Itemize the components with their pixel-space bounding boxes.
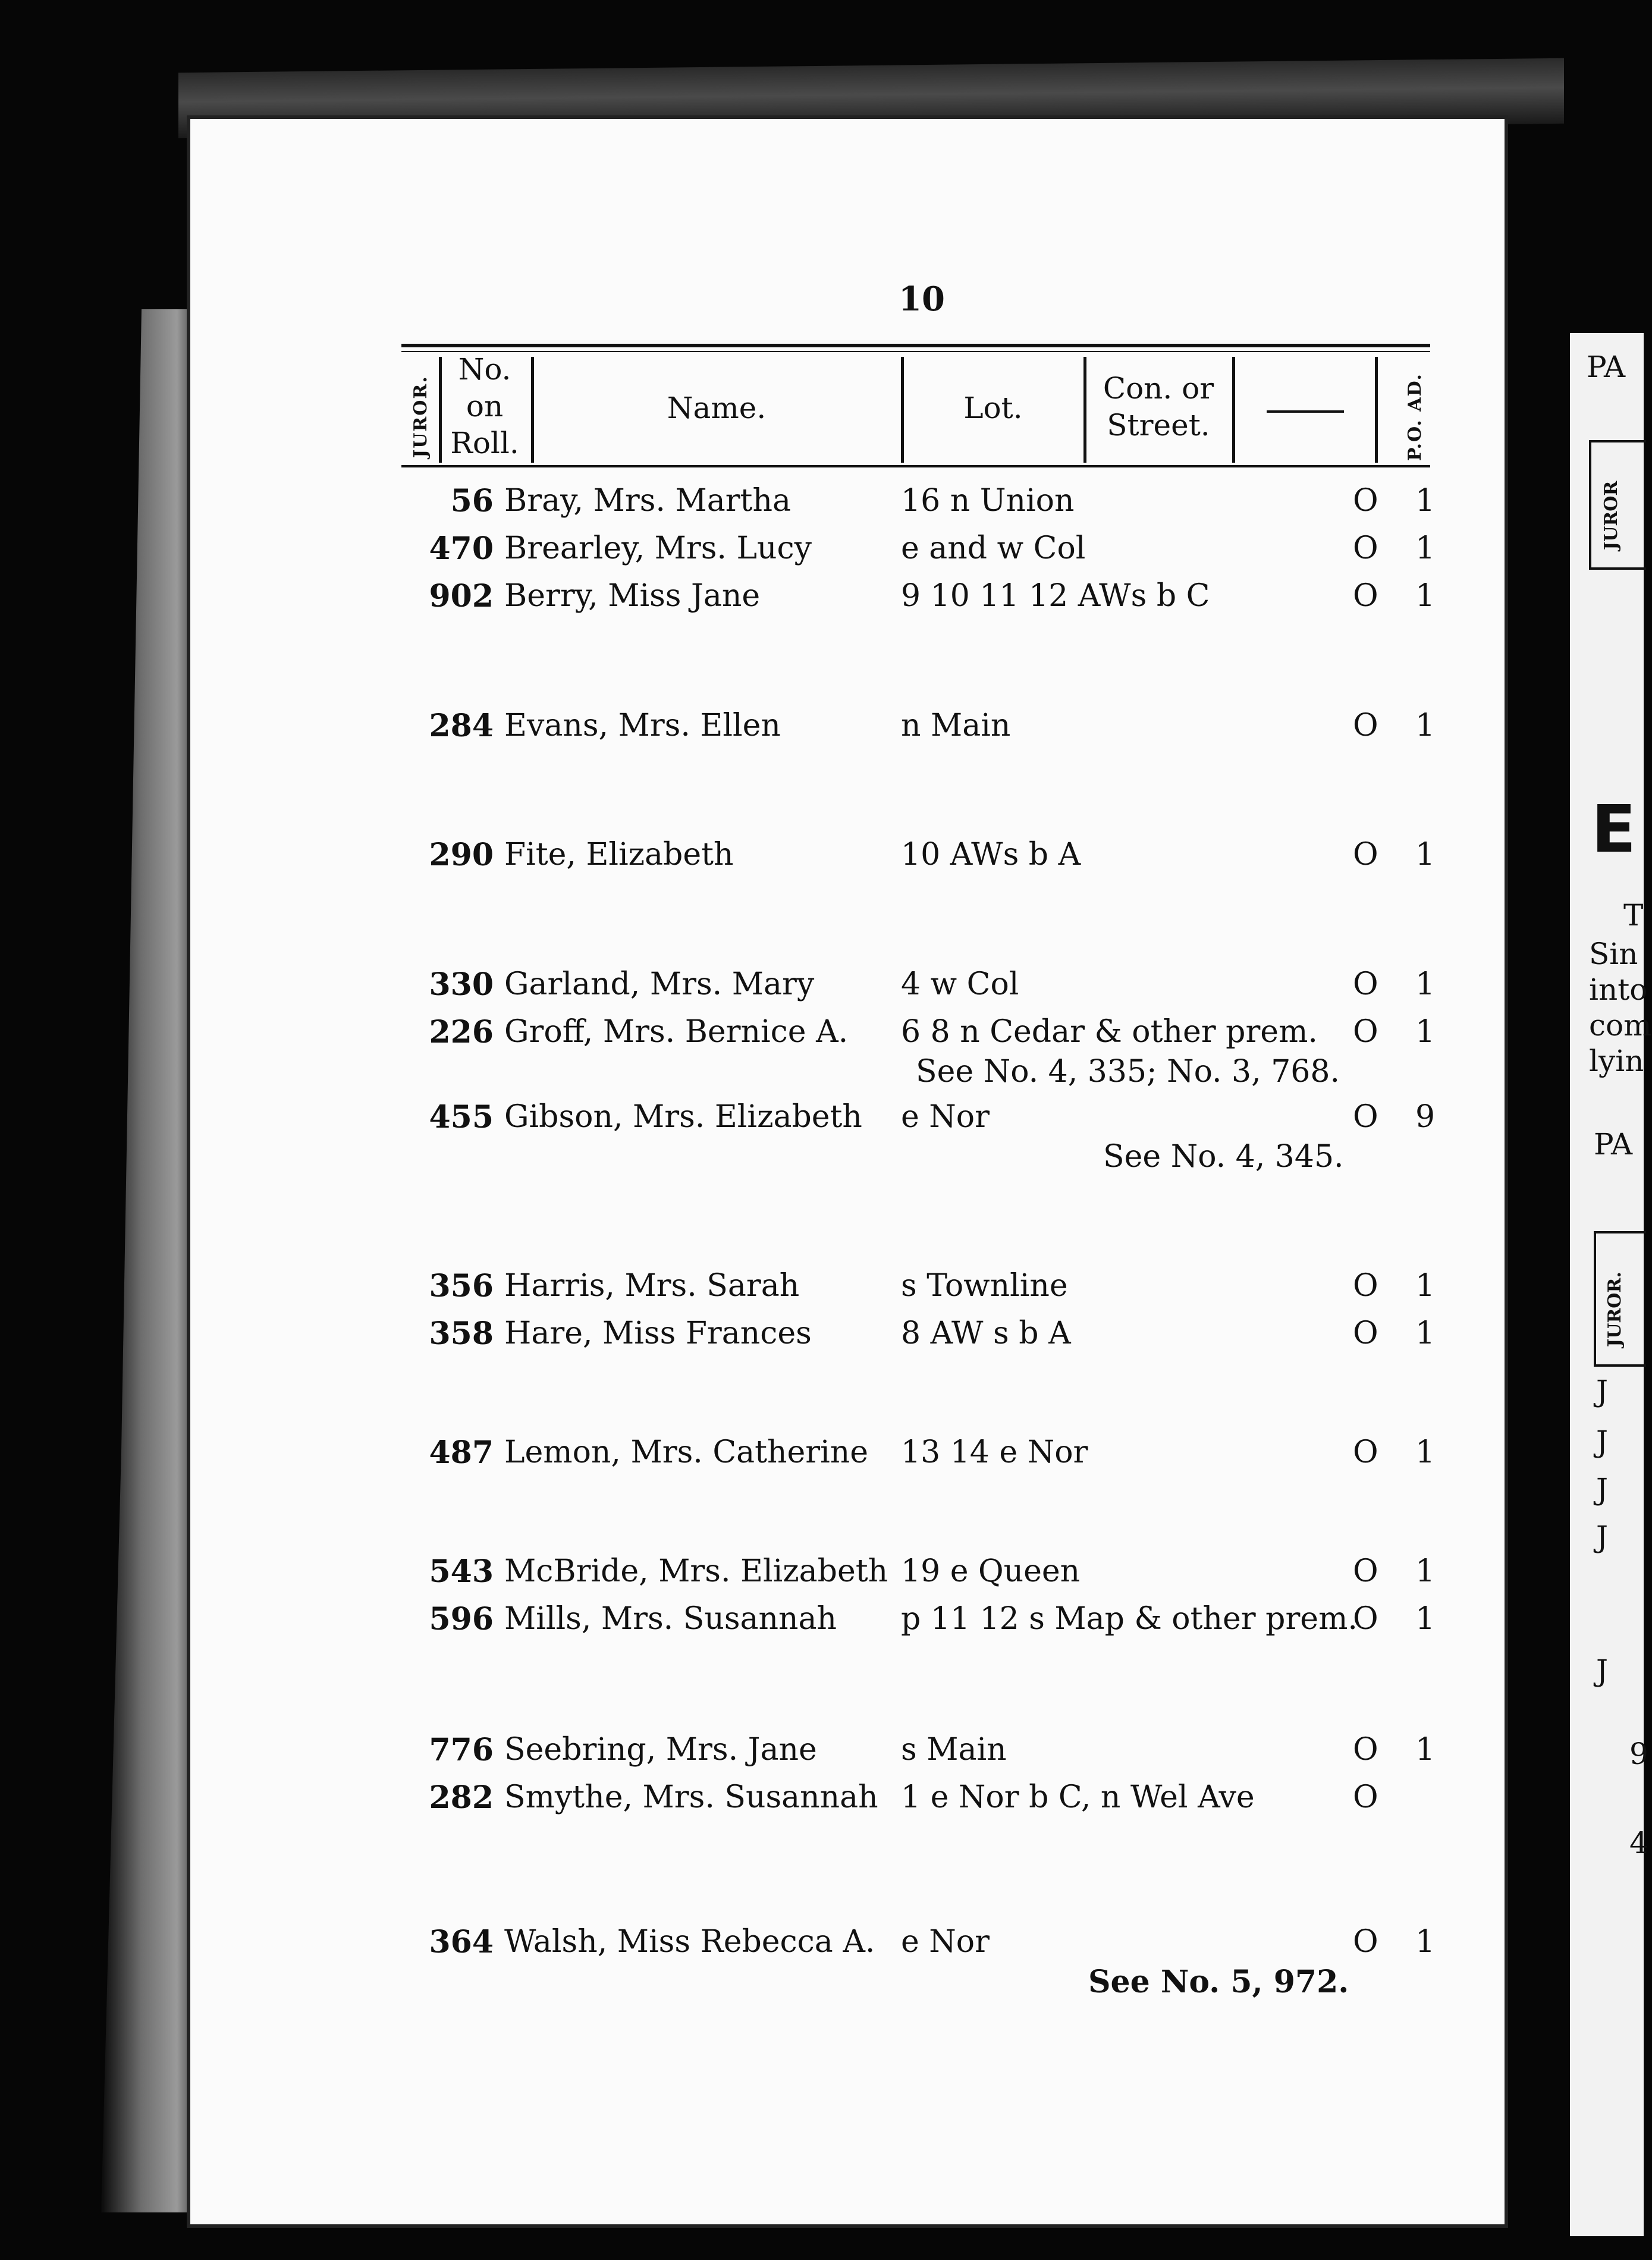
facing-page-text: J: [1596, 1424, 1609, 1459]
table-row: [0, 1268, 1644, 1310]
facing-page-text: Sin: [1589, 937, 1638, 971]
po-address: 1: [1415, 708, 1436, 743]
facing-page-text: J: [1596, 1374, 1609, 1408]
lot: p 11 12 s Map & other prem.: [901, 1601, 1358, 1637]
header-con-or-street: [1087, 370, 1230, 444]
roll-number: 226: [429, 1014, 494, 1050]
occupancy: O: [1353, 966, 1378, 1002]
roll-number: 282: [429, 1779, 494, 1816]
table-row: [0, 1779, 1644, 1821]
table-row: [0, 966, 1644, 1008]
po-address: 1: [1415, 1601, 1436, 1637]
lot: 13 14 e Nor: [901, 1435, 1088, 1470]
occupancy: O: [1353, 1601, 1378, 1637]
juror-name: Garland, Mrs. Mary: [504, 966, 815, 1002]
facing-page-text: J: [1596, 1520, 1609, 1554]
juror-name: Berry, Miss Jane: [504, 578, 761, 614]
header-juror: JUROR.: [410, 375, 431, 458]
table-row: [0, 1099, 1644, 1141]
occupancy: O: [1353, 1732, 1378, 1768]
cross-reference-note: See No. 4, 345.: [1103, 1139, 1344, 1175]
occupancy: O: [1353, 1268, 1378, 1304]
roll-number: 487: [429, 1435, 494, 1471]
roll-number: 776: [429, 1732, 494, 1768]
page-number: 10: [899, 280, 945, 319]
facing-page-juror-header: JUROR.: [1604, 1272, 1625, 1347]
header-po-ad: P.O. AD.: [1405, 373, 1425, 461]
roll-number: 358: [429, 1316, 494, 1352]
po-address: 1: [1415, 966, 1436, 1002]
facing-page-text: 4: [1629, 1826, 1648, 1860]
occupancy: O: [1353, 578, 1378, 614]
occupancy: O: [1353, 531, 1378, 566]
po-address: 1: [1415, 1268, 1436, 1304]
po-address: 1: [1415, 1553, 1436, 1589]
occupancy: O: [1353, 1779, 1378, 1815]
lot: 8 AW s b A: [901, 1316, 1071, 1351]
juror-name: Mills, Mrs. Susannah: [504, 1601, 837, 1637]
column-divider: [1232, 357, 1235, 463]
header-no: No.: [458, 352, 511, 387]
occupancy: O: [1353, 1014, 1378, 1050]
po-address: 1: [1415, 578, 1436, 614]
juror-name: Walsh, Miss Rebecca A.: [504, 1924, 875, 1960]
roll-number: 290: [429, 837, 494, 873]
occupancy: O: [1353, 483, 1378, 519]
cross-reference-note: See No. 4, 335; No. 3, 768.: [916, 1054, 1340, 1090]
header-roll: Roll.: [450, 426, 519, 460]
lot: e Nor: [901, 1924, 990, 1960]
facing-page-text: lyin: [1589, 1044, 1644, 1078]
roll-number: 902: [429, 578, 494, 614]
lot: 10 AWs b A: [901, 837, 1081, 872]
lot: 1 e Nor b C, n Wel Ave: [901, 1779, 1255, 1815]
facing-page-juror-header: JUROR: [1601, 481, 1622, 550]
facing-page-heading: PA: [1594, 1127, 1633, 1162]
po-address: 1: [1415, 837, 1436, 872]
occupancy: O: [1353, 1316, 1378, 1351]
header-rule-bottom: [401, 465, 1430, 467]
lot: 16 n Union: [901, 483, 1075, 519]
header-con-or: Con. or: [1103, 371, 1214, 406]
juror-name: Lemon, Mrs. Catherine: [504, 1435, 869, 1470]
table-row: [0, 1924, 1644, 1966]
juror-name: Brearley, Mrs. Lucy: [504, 531, 812, 566]
facing-page-text: J: [1596, 1653, 1609, 1688]
column-divider: [1375, 357, 1378, 463]
table-row: [0, 1601, 1644, 1643]
table-row: [0, 1014, 1644, 1056]
roll-number: 455: [429, 1099, 494, 1135]
header-rule-top: [401, 344, 1430, 347]
juror-name: Evans, Mrs. Ellen: [504, 708, 781, 743]
lot: e and w Col: [901, 531, 1086, 566]
table-row: [0, 708, 1644, 749]
po-address: 1: [1415, 1924, 1436, 1960]
roll-number: 330: [429, 966, 494, 1003]
juror-name: Bray, Mrs. Martha: [504, 483, 791, 519]
header-lot: Lot.: [963, 391, 1023, 425]
po-address: 1: [1415, 531, 1436, 566]
roll-number: 364: [429, 1924, 494, 1960]
occupancy: O: [1353, 1435, 1378, 1470]
roll-number: 284: [429, 708, 494, 744]
juror-name: Fite, Elizabeth: [504, 837, 734, 872]
table-row: [0, 837, 1644, 878]
po-address: 9: [1415, 1099, 1436, 1135]
juror-name: McBride, Mrs. Elizabeth: [504, 1553, 888, 1589]
header-rule-top-thin: [401, 351, 1430, 352]
facing-page-text: com: [1589, 1008, 1652, 1043]
roll-number: 470: [429, 531, 494, 567]
po-address: 1: [1415, 1435, 1436, 1470]
roll-number: 56: [450, 483, 494, 519]
po-address: 1: [1415, 1014, 1436, 1050]
roll-number: 356: [429, 1268, 494, 1304]
facing-page-text: J: [1596, 1472, 1609, 1506]
lot: 6 8 n Cedar & other prem.: [901, 1014, 1318, 1050]
po-address: 1: [1415, 483, 1436, 519]
po-address: 1: [1415, 1316, 1436, 1351]
table-row: [0, 1553, 1644, 1595]
header-name: Name.: [667, 391, 767, 425]
facing-page-initial: E: [1591, 791, 1637, 867]
facing-page-text: 9: [1629, 1737, 1648, 1771]
juror-name: Harris, Mrs. Sarah: [504, 1268, 800, 1304]
facing-page-text: T: [1623, 898, 1644, 933]
occupancy: O: [1353, 1553, 1378, 1589]
lot: s Townline: [901, 1268, 1068, 1304]
roll-number: 596: [429, 1601, 494, 1637]
lot: 4 w Col: [901, 966, 1019, 1002]
lot: e Nor: [901, 1099, 990, 1135]
occupancy: O: [1353, 837, 1378, 872]
header-on: on: [466, 389, 504, 423]
column-divider: [1083, 357, 1086, 463]
table-row: [0, 1435, 1644, 1476]
occupancy: O: [1353, 1924, 1378, 1960]
facing-page-heading: PA: [1587, 350, 1626, 384]
cross-reference-note: See No. 5, 972.: [1088, 1964, 1349, 2000]
table-row: [0, 483, 1644, 525]
table-row: [0, 578, 1644, 620]
juror-name: Hare, Miss Frances: [504, 1316, 812, 1351]
header-no-on-roll: [440, 351, 529, 462]
lot: 9 10 11 12 AWs b C: [901, 578, 1210, 614]
occupancy: O: [1353, 708, 1378, 743]
table-row: [0, 531, 1644, 572]
juror-name: Gibson, Mrs. Elizabeth: [504, 1099, 862, 1135]
column-divider: [531, 357, 534, 463]
header-street: Street.: [1107, 408, 1210, 442]
occupancy: O: [1353, 1099, 1378, 1135]
lot: s Main: [901, 1732, 1007, 1768]
table-row: [0, 1316, 1644, 1357]
facing-page-text: into: [1589, 972, 1648, 1007]
header-blank-dash: [1267, 410, 1344, 413]
juror-name: Smythe, Mrs. Susannah: [504, 1779, 878, 1815]
table-row: [0, 1732, 1644, 1774]
lot: 19 e Queen: [901, 1553, 1081, 1589]
po-address: 1: [1415, 1732, 1436, 1768]
roll-number: 543: [429, 1553, 494, 1590]
juror-name: Seebring, Mrs. Jane: [504, 1732, 817, 1768]
lot: n Main: [901, 708, 1011, 743]
juror-name: Groff, Mrs. Bernice A.: [504, 1014, 849, 1050]
